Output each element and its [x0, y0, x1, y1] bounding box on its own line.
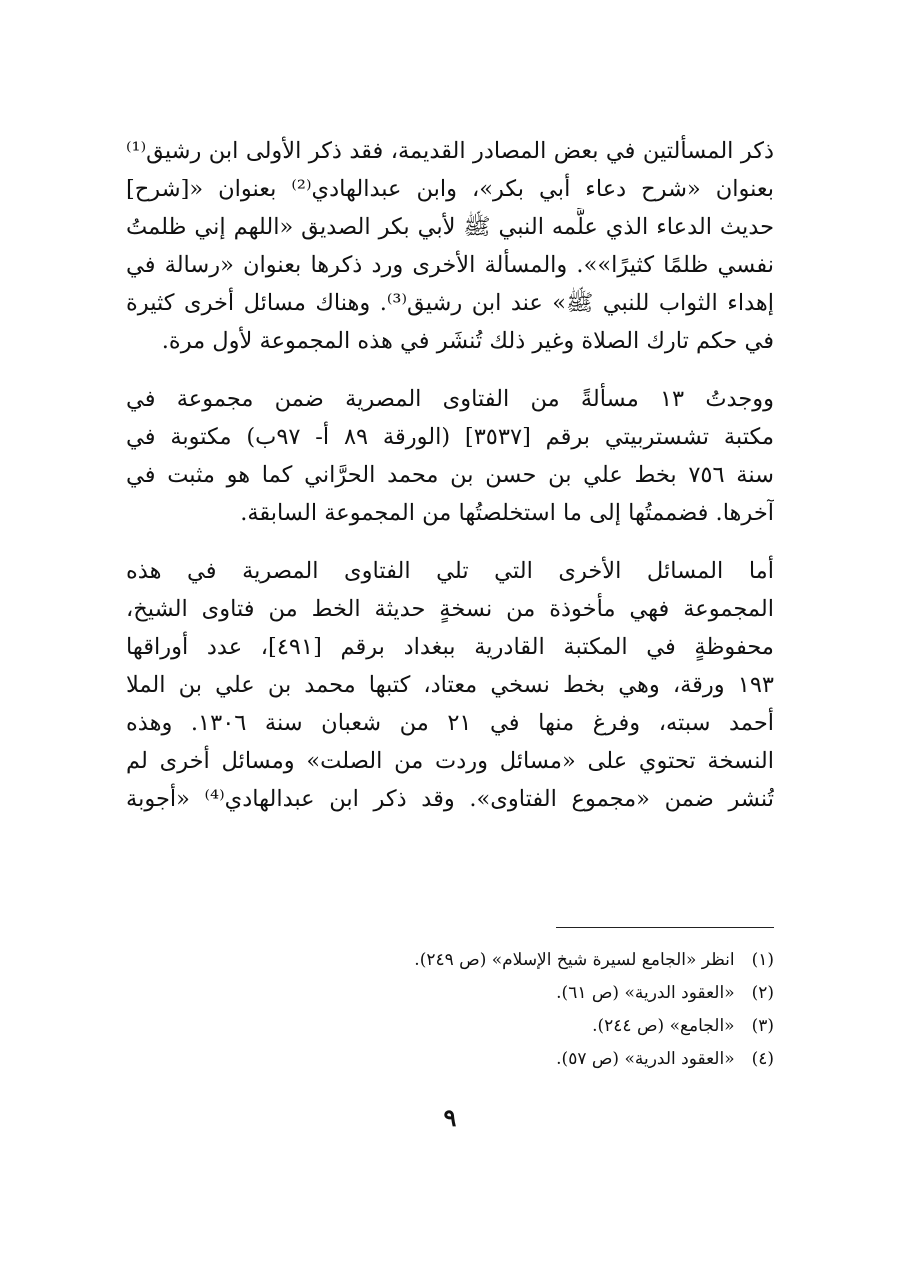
text-line: مكتبة تشستربيتي برقم [٣٥٣٧] (الورقة ٨٩ أ- ٩٧ب) مكتوبة في [126, 424, 774, 450]
text-line: أما المسائل الأخرى التي تلي الفتاوى المصرية في هذه [126, 558, 774, 584]
footnote-separator [556, 927, 774, 928]
text-line: إهداء الثواب للنبي ﷺ» عند ابن رشيق⁽³⁾. وهناك مسائل أخرى كثيرة [126, 290, 774, 316]
text-line: محفوظةٍ في المكتبة القادرية ببغداد برقم [٤٩١]، عدد أوراقها [126, 634, 774, 660]
text-line: ذكر المسألتين في بعض المصادر القديمة، فقد ذكر الأولى ابن رشيق⁽¹⁾ [126, 138, 774, 164]
footnote-3 [300, 1010, 774, 1043]
footnote-number: (٢) [751, 983, 774, 1003]
page-number: ٩ [443, 1103, 457, 1132]
footnote-2 [300, 977, 774, 1010]
footnote-number: (١) [751, 950, 774, 970]
text-line: المجموعة فهي مأخوذة من نسخةٍ حديثة الخط من فتاوى الشيخ، [126, 596, 774, 622]
footnotes [300, 944, 774, 1076]
footnote-text: «العقود الدرية» (ص ٦١). [556, 983, 735, 1003]
paragraph-gap [126, 532, 774, 552]
main-text [126, 132, 774, 818]
footnote-number: (٣) [751, 1016, 774, 1036]
text-line: النسخة تحتوي على «مسائل وردت من الصلت» ومسائل أخرى لم [126, 748, 774, 774]
footnote-text: «الجامع» (ص ٢٤٤). [592, 1016, 735, 1036]
text-line: حديث الدعاء الذي علَّمه النبي ﷺ لأبي بكر الصديق «اللهم إني ظلمتُ [126, 214, 774, 240]
text-line: آخرها. فضممتُها إلى ما استخلصتُها من المجموعة السابقة. [240, 500, 774, 526]
paragraph-gap [126, 360, 774, 380]
footnote-text: انظر «الجامع لسيرة شيخ الإسلام» (ص ٢٤٩). [414, 950, 735, 970]
paragraph-2 [126, 380, 774, 532]
footnote-4 [300, 1043, 774, 1076]
text-line: ووجدتُ ١٣ مسألةً من الفتاوى المصرية ضمن مجموعة في [126, 386, 774, 412]
text-line: ١٩٣ ورقة، وهي بخط نسخي معتاد، كتبها محمد بن علي بن الملا [126, 672, 774, 698]
text-line: نفسي ظلمًا كثيرًا»». والمسألة الأخرى ورد ذكرها بعنوان «رسالة في [126, 252, 774, 278]
footnote-number: (٤) [751, 1049, 774, 1069]
text-line: في حكم تارك الصلاة وغير ذلك تُنشَر في هذه المجموعة لأول مرة. [161, 328, 774, 354]
text-line: تُنشر ضمن «مجموع الفتاوى». وقد ذكر ابن عبدالهادي⁽⁴⁾ «أجوبة [126, 786, 774, 812]
footnote-text: «العقود الدرية» (ص ٥٧). [556, 1049, 735, 1069]
paragraph-1 [126, 132, 774, 360]
footnote-1 [300, 944, 774, 977]
paragraph-3 [126, 552, 774, 818]
text-line: سنة ٧٥٦ بخط علي بن حسن بن محمد الحرَّاني كما هو مثبت في [126, 462, 774, 488]
text-line: أحمد سبته، وفرغ منها في ٢١ من شعبان سنة ١٣٠٦. وهذه [126, 710, 774, 736]
text-line: بعنوان «شرح دعاء أبي بكر»، وابن عبدالهادي⁽²⁾ بعنوان «[شرح] [126, 176, 774, 202]
